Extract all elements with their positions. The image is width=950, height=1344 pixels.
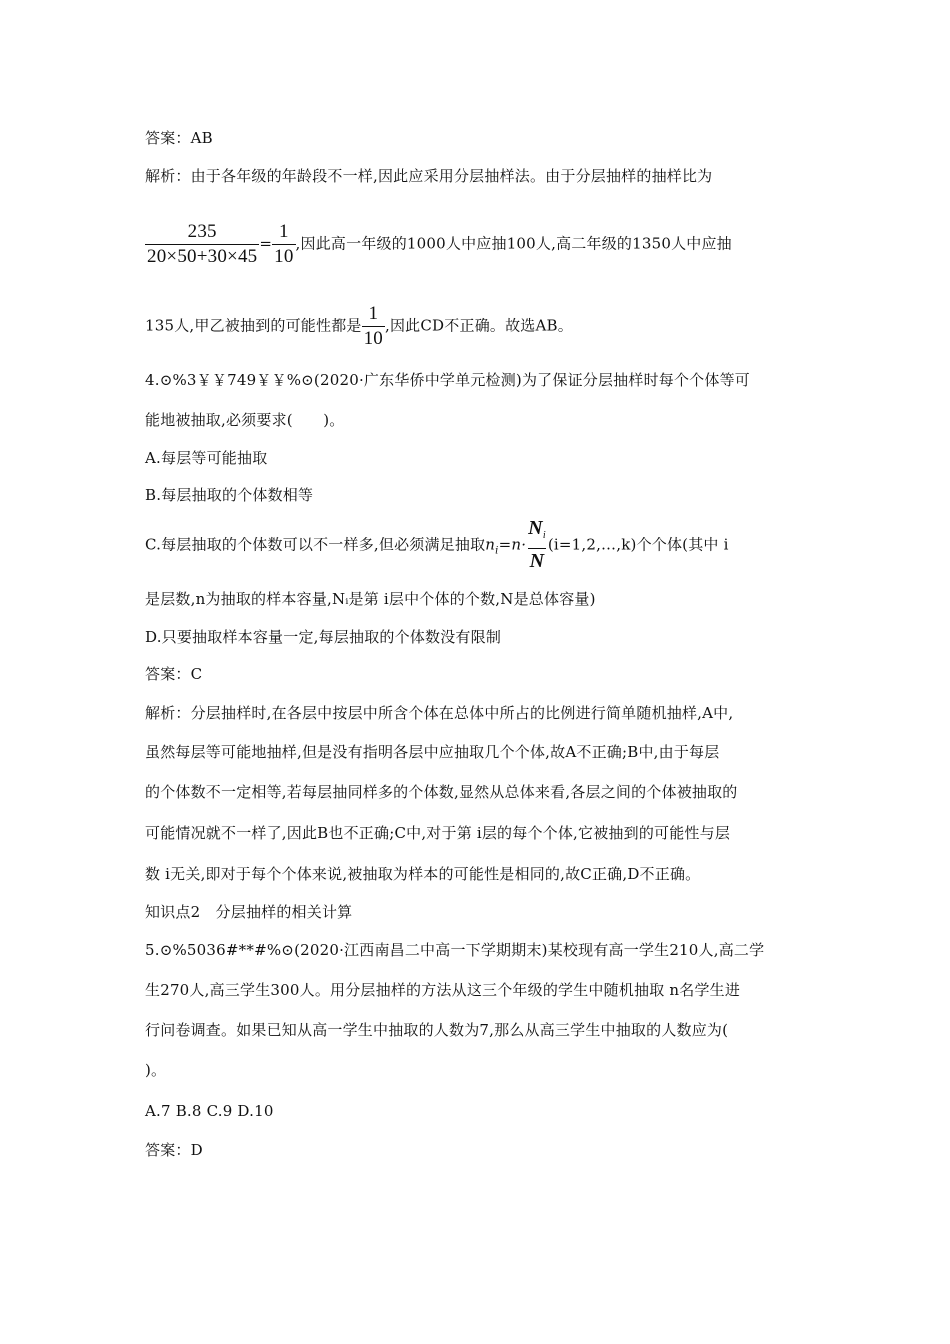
fraction-denominator: 10 (363, 328, 384, 349)
fraction-sampling-ratio (145, 222, 259, 267)
fraction-one-tenth (272, 222, 295, 267)
q4-option-c-pre: C.每层抽取的个体数可以不一样多,但必须满足抽取 (145, 535, 486, 554)
q3-analysis-line-2 (145, 222, 732, 267)
q4-option-a: A.每层等可能抽取 (145, 449, 268, 467)
q5-options: A.7 B.8 C.9 D.10 (145, 1102, 274, 1120)
fraction-Ni-over-N (526, 518, 548, 573)
q4-analysis-line-4: 可能情况就不一样了,因此B也不正确;C中,对于第 i层的每个个体,它被抽到的可能性与层 (145, 824, 731, 842)
q5-stem-line-1: 5.⊙%5036#**#%⊙(2020·江西南昌二中高一下学期期末)某校现有高一学生210人,高二学 (145, 941, 765, 959)
q3-analysis-line-3 (145, 304, 573, 349)
q3-analysis-line-1: 解析：由于各年级的年龄段不一样,因此应采用分层抽样法。由于分层抽样的抽样比为 (145, 167, 713, 185)
q3-analysis-line-3-pre: 135人,甲乙被抽到的可能性都是 (145, 316, 362, 335)
q4-option-c (145, 518, 729, 573)
q4-stem-line-2: 能地被抽取,必须要求( )。 (145, 411, 345, 429)
fraction-numerator: 1 (278, 221, 289, 242)
q4-analysis-line-2: 虽然每层等可能地抽样,但是没有指明各层中应抽取几个个体,故A不正确;B中,由于每层 (145, 743, 720, 761)
q4-analysis-line-5: 数 i无关,即对于每个个体来说,被抽取为样本的可能性是相同的,故C正确,D不正确。 (145, 865, 701, 883)
fraction-probability (362, 304, 385, 349)
var-n: n (485, 535, 496, 554)
q4-option-d: D.只要抽取样本容量一定,每层抽取的个体数没有限制 (145, 628, 502, 646)
fraction-denominator: 20×50+30×45 (147, 246, 258, 267)
q3-answer: 答案：AB (145, 129, 213, 147)
var-N-i: N (528, 517, 543, 539)
q4-option-b: B.每层抽取的个体数相等 (145, 486, 314, 504)
q4-option-c-range: (i=1,2,…,k)个个体(其中 i (547, 535, 729, 554)
q3-analysis-line-2-text: ,因此高一年级的1000人中应抽100人,高二年级的1350人中应抽 (295, 234, 732, 253)
q4-analysis-line-1: 解析：分层抽样时,在各层中按层中所含个体在总体中所占的比例进行简单随机抽样,A中, (145, 704, 734, 722)
q3-analysis-line-3-post: ,因此CD不正确。故选AB。 (385, 316, 573, 335)
q5-stem-line-3: 行问卷调查。如果已知从高一学生中抽取的人数为7,那么从高三学生中抽取的人数应为( (145, 1021, 729, 1039)
fraction-denominator: 10 (274, 246, 294, 267)
q4-option-c-eq: =n· (498, 535, 527, 554)
fraction-numerator: 1 (368, 303, 379, 324)
fraction-numerator: 235 (187, 221, 217, 242)
q5-stem-line-4: )。 (145, 1061, 167, 1079)
q4-answer: 答案：C (145, 665, 203, 683)
q5-answer: 答案：D (145, 1141, 203, 1159)
q5-stem-line-2: 生270人,高三学生300人。用分层抽样的方法从这三个年级的学生中随机抽取 n名学生进 (145, 981, 741, 999)
equals-sign: = (259, 234, 273, 253)
q4-analysis-line-3: 的个体数不一定相等,若每层抽同样多的个体数,显然从总体来看,各层之间的个体被抽取的 (145, 783, 738, 801)
fraction-denominator (528, 548, 547, 573)
fraction-numerator (526, 518, 548, 548)
var-i-subscript: i (542, 530, 546, 541)
var-N: N (529, 550, 545, 572)
var-i-subscript: i (495, 545, 499, 557)
section-heading: 知识点2 分层抽样的相关计算 (145, 903, 353, 921)
q4-option-c-cont: 是层数,n为抽取的样本容量,Nᵢ是第 i层中个体的个数,N是总体容量) (145, 590, 596, 608)
q4-stem-line-1: 4.⊙%3￥￥749￥￥%⊙(2020·广东华侨中学单元检测)为了保证分层抽样时每个个体等可 (145, 371, 750, 389)
